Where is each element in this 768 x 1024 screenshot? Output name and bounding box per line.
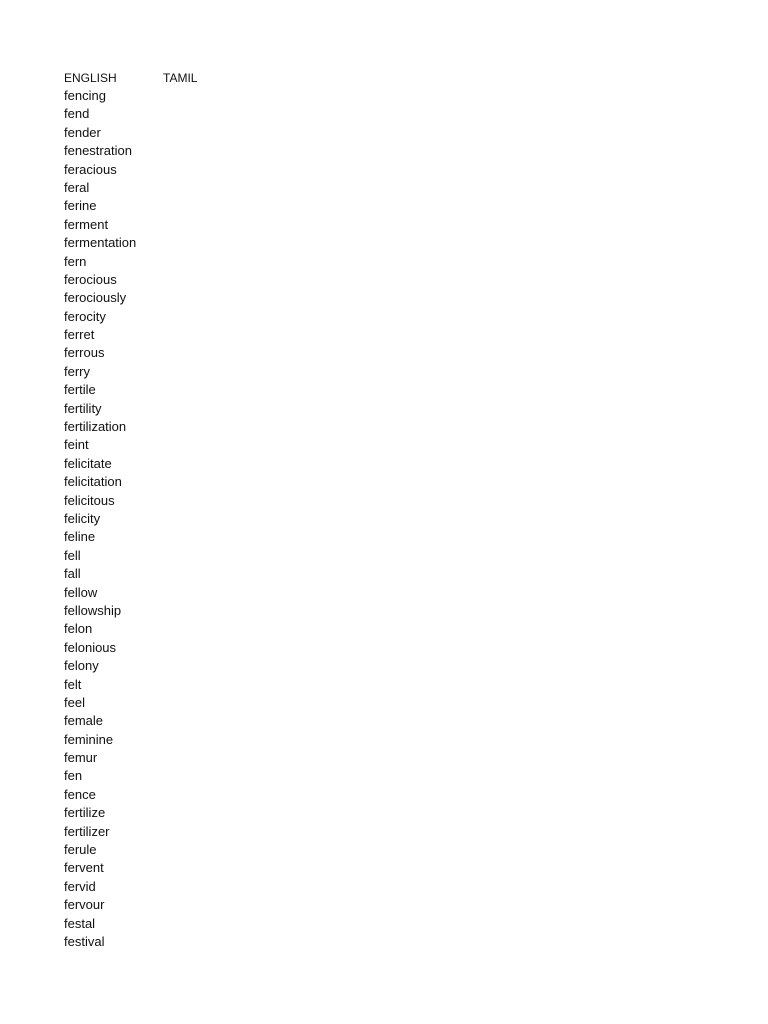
word-entry: fender [64,124,101,140]
word-entry: felicity [64,510,101,526]
word-entry: fell [64,547,81,563]
word-entry: femur [64,750,98,766]
word-entry: feminine [64,731,114,747]
word-entry: feral [64,179,90,195]
word-entry: ferry [64,363,90,379]
word-entry: fellowship [64,602,122,618]
word-entry: fenestration [64,143,132,159]
word-entry: fellow [64,584,98,600]
word-entry: felon [64,621,93,637]
word-entry: fencing [64,88,106,103]
word-entry: fern [64,253,87,269]
word-entry: ferment [64,216,109,232]
word-entry: fall [64,566,81,582]
word-entry: felt [64,676,82,692]
word-entry: feline [64,529,96,545]
word-entry: fervent [64,860,104,876]
word-entry: fertilize [64,805,106,821]
column-header-row [64,69,364,87]
word-entry: ferociously [64,290,127,306]
word-entry: fertilization [64,419,127,435]
word-entry: ferrous [64,345,105,361]
word-entry: festival [64,933,105,949]
word-entry: fervour [64,897,105,913]
tamil-column-header: TAMIL [163,71,198,85]
word-entry: fend [64,106,90,122]
word-entry: felicitous [64,492,115,508]
word-entry: felonious [64,639,117,655]
english-column-header: ENGLISH [64,71,117,85]
word-entry: ferine [64,198,97,214]
word-entry: feracious [64,161,117,177]
word-entry: felicitate [64,455,112,471]
english-word-list [64,87,136,951]
word-entry: fervid [64,878,96,894]
word-entry: fermentation [64,235,137,251]
word-entry: felony [64,658,99,674]
word-entry: fertile [64,382,96,398]
word-entry: fertility [64,400,102,416]
word-entry: fertilizer [64,823,110,839]
word-entry: feint [64,437,89,453]
word-entry: ferocity [64,308,106,324]
word-entry: felicitation [64,474,122,490]
word-entry: ferule [64,842,97,858]
word-entry: fen [64,768,83,784]
word-entry: fence [64,786,96,802]
word-entry: festal [64,915,96,931]
word-entry: feel [64,694,85,710]
word-entry: female [64,713,104,729]
word-entry: ferret [64,327,95,343]
word-entry: ferocious [64,271,117,287]
